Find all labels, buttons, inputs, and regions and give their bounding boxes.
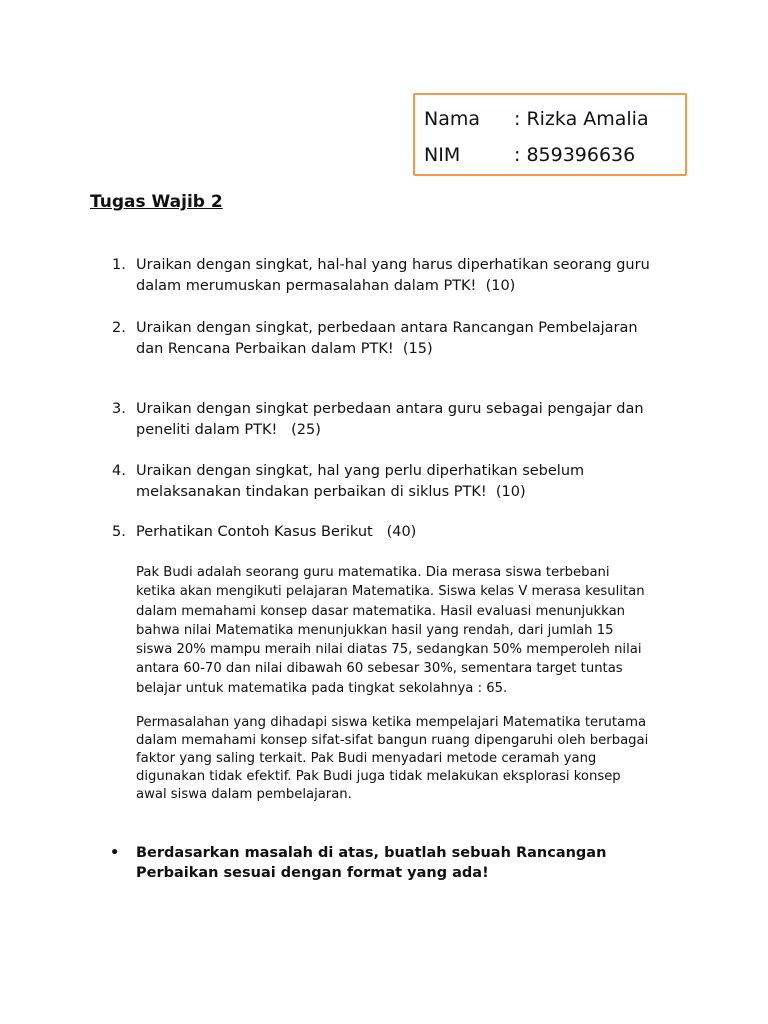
name-value: : Rizka Amalia	[514, 108, 649, 130]
question-line: dalam merumuskan permasalahan dalam PTK! (10)	[136, 278, 516, 294]
question-number: 3.	[112, 401, 126, 417]
case-line: dalam memahami konsep sifat-sifat bangun ruang dipengaruhi oleh berbagai	[136, 733, 649, 748]
case-line: dalam memahami konsep dasar matematika. Hasil evaluasi menunjukkan	[136, 603, 626, 619]
instruction-line: Berdasarkan masalah di atas, buatlah sebuah Rancangan	[136, 845, 607, 861]
question-line: Perhatikan Contoh Kasus Berikut (40)	[136, 524, 417, 540]
question-line: peneliti dalam PTK! (25)	[136, 422, 321, 438]
question-line: Uraikan dengan singkat, perbedaan antara Rancangan Pembelajaran	[136, 320, 638, 336]
case-line: faktor yang saling terkait. Pak Budi menyadari metode ceramah yang	[136, 751, 597, 766]
case-paragraph	[136, 714, 696, 804]
case-line: siswa 20% mampu meraih nilai diatas 75, sedangkan 50% memperoleh nilai	[136, 642, 642, 658]
nim-value: : 859396636	[514, 144, 636, 166]
case-line: antara 60-70 dan nilai dibawah 60 sebesar 30%, sementara target tuntas	[136, 661, 623, 677]
assignment-title: Tugas Wajib 2	[90, 192, 223, 212]
case-line: Pak Budi adalah seorang guru matematika. Dia merasa siswa terbebani	[136, 565, 610, 580]
case-line: bahwa nilai Matematika menunjukkan hasil yang rendah, dari jumlah 15	[136, 622, 614, 638]
question-line: Uraikan dengan singkat perbedaan antara guru sebagai pengajar dan	[136, 401, 644, 417]
question-text	[136, 461, 681, 503]
case-line: belajar untuk matematika pada tingkat sekolahnya : 65.	[136, 680, 508, 696]
question-line: melaksanakan tindakan perbaikan di siklus PTK! (10)	[136, 484, 526, 500]
question-number: 5.	[112, 524, 126, 540]
question-text	[136, 318, 681, 360]
bullet-icon: •	[110, 845, 120, 861]
case-line: ketika akan mengikuti pelajaran Matematika. Siswa kelas V merasa kesulitan	[136, 584, 645, 600]
name-label: Nama	[424, 108, 481, 130]
case-paragraph	[136, 563, 696, 698]
question-number: 4.	[112, 463, 126, 479]
question-line: Uraikan dengan singkat, hal yang perlu diperhatikan sebelum	[136, 463, 585, 479]
case-line: digunakan tidak efektif. Pak Budi juga tidak melakukan eksplorasi konsep	[136, 769, 621, 784]
instruction-text	[136, 843, 691, 883]
question-line: dan Rencana Perbaikan dalam PTK! (15)	[136, 341, 433, 357]
question-text	[136, 522, 681, 543]
question-text	[136, 255, 681, 297]
question-number: 1.	[112, 257, 126, 273]
question-line: Uraikan dengan singkat, hal-hal yang harus diperhatikan seorang guru	[136, 257, 650, 273]
instruction-line: Perbaikan sesuai dengan format yang ada!	[136, 865, 489, 881]
question-text	[136, 399, 681, 441]
question-number: 2.	[112, 320, 126, 336]
nim-label: NIM	[424, 144, 461, 166]
student-identity-box	[413, 93, 687, 176]
case-line: Permasalahan yang dihadapi siswa ketika mempelajari Matematika terutama	[136, 715, 647, 730]
case-line: awal siswa dalam pembelajaran.	[136, 787, 352, 802]
